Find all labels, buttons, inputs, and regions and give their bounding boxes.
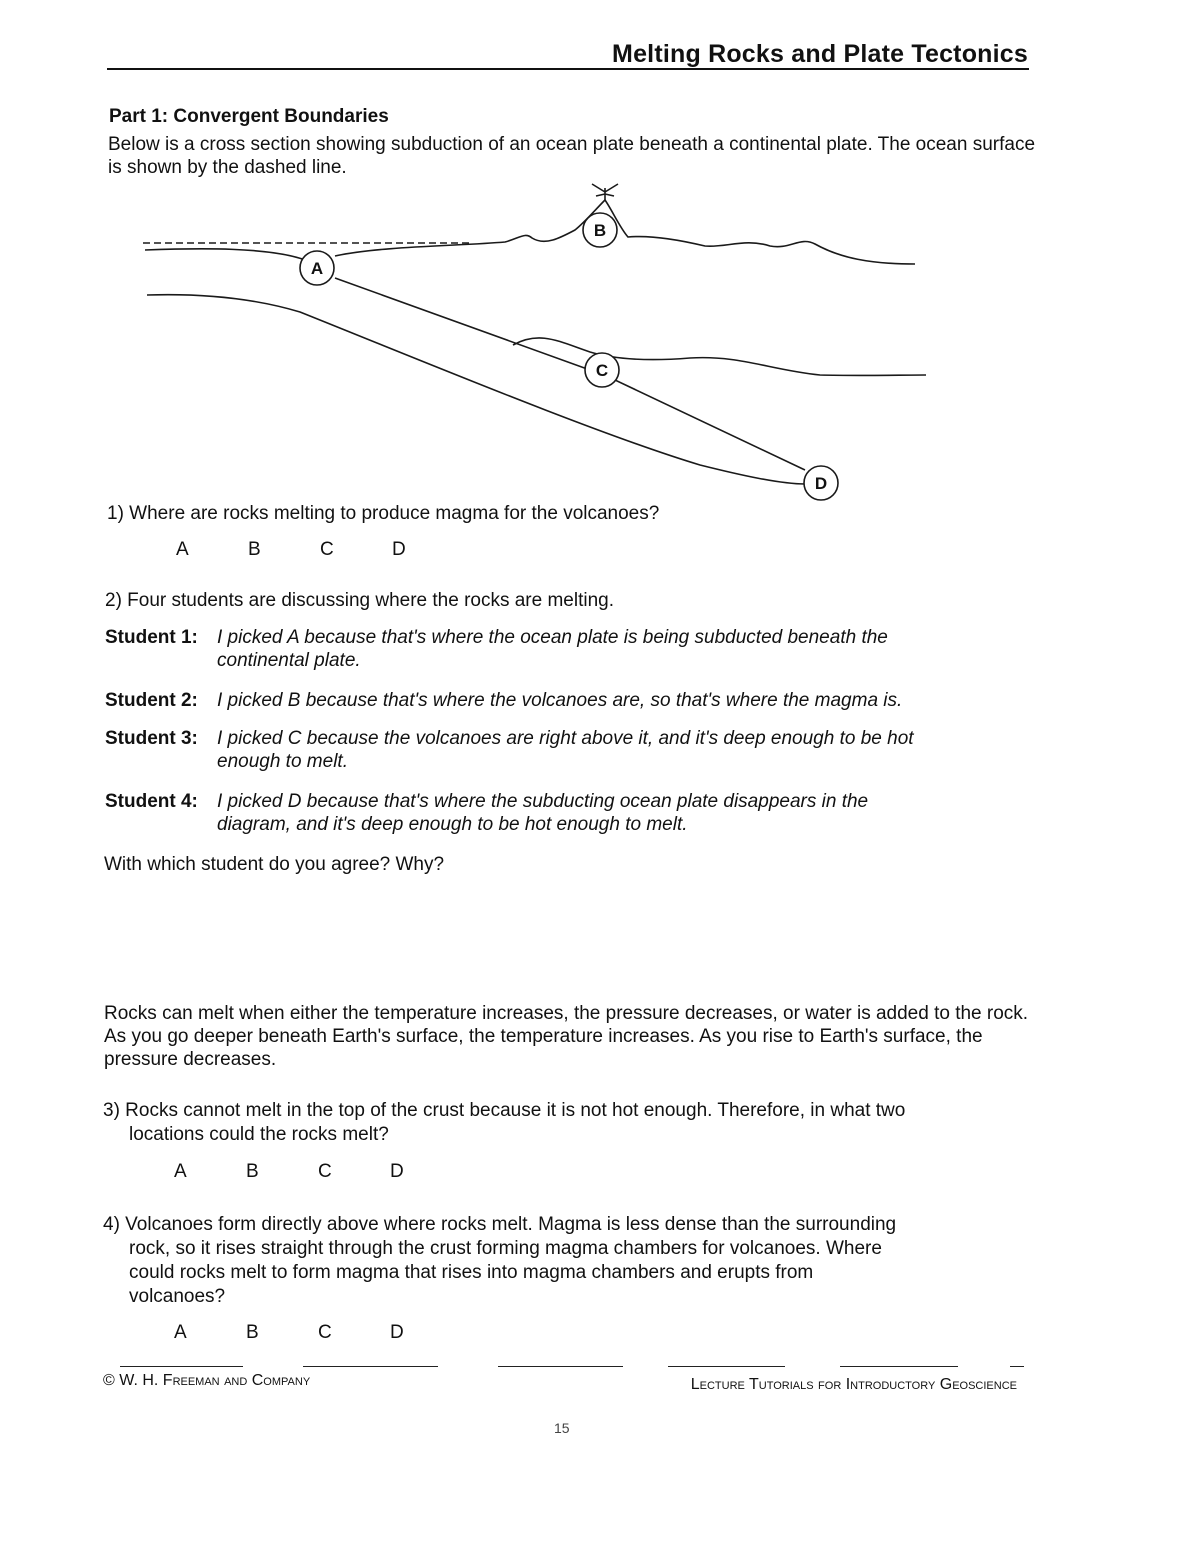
footer-rule bbox=[303, 1366, 438, 1367]
q3-choice-a[interactable]: A bbox=[174, 1161, 187, 1182]
student-statement: I picked B because that's where the volcanoes are, so that's where the magma is. bbox=[217, 690, 903, 711]
publisher-credit: © W. H. Freeman and Company bbox=[103, 1372, 311, 1389]
student-statement: I picked D because that's where the subducting ocean plate disappears in the bbox=[217, 791, 869, 812]
question-4 bbox=[103, 1213, 1033, 1309]
student-statement: I picked C because the volcanoes are right above it, and it's deep enough to be hot bbox=[217, 728, 914, 749]
student-4 bbox=[105, 790, 1025, 836]
q4-choice-a[interactable]: A bbox=[174, 1322, 187, 1343]
label-c: C bbox=[595, 361, 609, 380]
subduction-diagram bbox=[0, 180, 1200, 510]
continental-surface bbox=[335, 200, 915, 264]
q1-choice-a[interactable]: A bbox=[176, 539, 189, 560]
q1-choices bbox=[176, 539, 464, 561]
series-title: Lecture Tutorials for Introductory Geoscience bbox=[690, 1376, 1017, 1393]
question-2: 2) Four students are discussing where the rocks are melting. bbox=[105, 590, 615, 611]
q4-choice-d[interactable]: D bbox=[390, 1322, 404, 1343]
q3-line1: 3) Rocks cannot melt in the top of the crust because it is not hot enough. Therefore, in what two bbox=[103, 1100, 906, 1121]
q3-choices bbox=[174, 1161, 462, 1183]
student-label: Student 1: bbox=[105, 627, 198, 648]
question-3 bbox=[103, 1099, 1033, 1147]
q2-prompt: With which student do you agree? Why? bbox=[104, 854, 445, 875]
footer-rule bbox=[498, 1366, 623, 1367]
footer-rule bbox=[120, 1366, 243, 1367]
student-2 bbox=[105, 689, 1025, 712]
label-d: D bbox=[814, 474, 828, 493]
q1-choice-b[interactable]: B bbox=[248, 539, 261, 560]
q3-choice-b[interactable]: B bbox=[246, 1161, 259, 1182]
student-label: Student 2: bbox=[105, 690, 198, 711]
ocean-plate-top bbox=[145, 249, 305, 260]
student-3 bbox=[105, 727, 1025, 773]
slab-bottom bbox=[147, 295, 805, 484]
label-a: A bbox=[310, 259, 324, 278]
section-heading: Part 1: Convergent Boundaries bbox=[109, 106, 389, 127]
intro-text: Below is a cross section showing subduction of an ocean plate beneath a continental plate. The ocean surface is shown by the dashed line. bbox=[108, 134, 1036, 178]
header-rule bbox=[107, 68, 1029, 70]
q4-line4: volcanoes? bbox=[129, 1286, 226, 1307]
q4-choice-c[interactable]: C bbox=[318, 1322, 332, 1343]
student-statement-cont: diagram, and it's deep enough to be hot enough to melt. bbox=[217, 814, 688, 835]
page-title: Melting Rocks and Plate Tectonics bbox=[612, 40, 1028, 68]
footer-rule bbox=[840, 1366, 958, 1367]
q1-choice-c[interactable]: C bbox=[320, 539, 334, 560]
q4-choices bbox=[174, 1322, 462, 1344]
question-1: 1) Where are rocks melting to produce magma for the volcanoes? bbox=[107, 503, 660, 524]
q4-line1: 4) Volcanoes form directly above where rocks melt. Magma is less dense than the surrounding bbox=[103, 1214, 897, 1235]
footer-rule bbox=[1010, 1366, 1024, 1367]
slab-top bbox=[335, 278, 805, 470]
student-statement: I picked A because that's where the ocean plate is being subducted beneath the bbox=[217, 627, 888, 648]
footer-rule bbox=[668, 1366, 785, 1367]
info-paragraph: Rocks can melt when either the temperature increases, the pressure decreases, or water is added to the rock. As you go deeper beneath Earth's surface, the temperature increases. As you rise to Earth's surface, the pressure decreases. bbox=[104, 1003, 1029, 1070]
student-label: Student 4: bbox=[105, 791, 198, 812]
q4-line2: rock, so it rises straight through the crust forming magma chambers for volcanoes. Where bbox=[129, 1238, 882, 1259]
student-1 bbox=[105, 626, 1025, 672]
q1-choice-d[interactable]: D bbox=[392, 539, 406, 560]
student-label: Student 3: bbox=[105, 728, 198, 749]
page-number: 15 bbox=[554, 1420, 570, 1436]
volcano-plume bbox=[592, 184, 618, 200]
q3-choice-d[interactable]: D bbox=[390, 1161, 404, 1182]
q3-choice-c[interactable]: C bbox=[318, 1161, 332, 1182]
student-statement-cont: enough to melt. bbox=[217, 751, 348, 772]
student-statement-cont: continental plate. bbox=[217, 650, 361, 671]
q4-line3: could rocks melt to form magma that rises into magma chambers and erupts from bbox=[129, 1262, 814, 1283]
label-b: B bbox=[593, 221, 607, 240]
q3-line2: locations could the rocks melt? bbox=[129, 1124, 389, 1145]
crust-base bbox=[513, 338, 926, 376]
q4-choice-b[interactable]: B bbox=[246, 1322, 259, 1343]
